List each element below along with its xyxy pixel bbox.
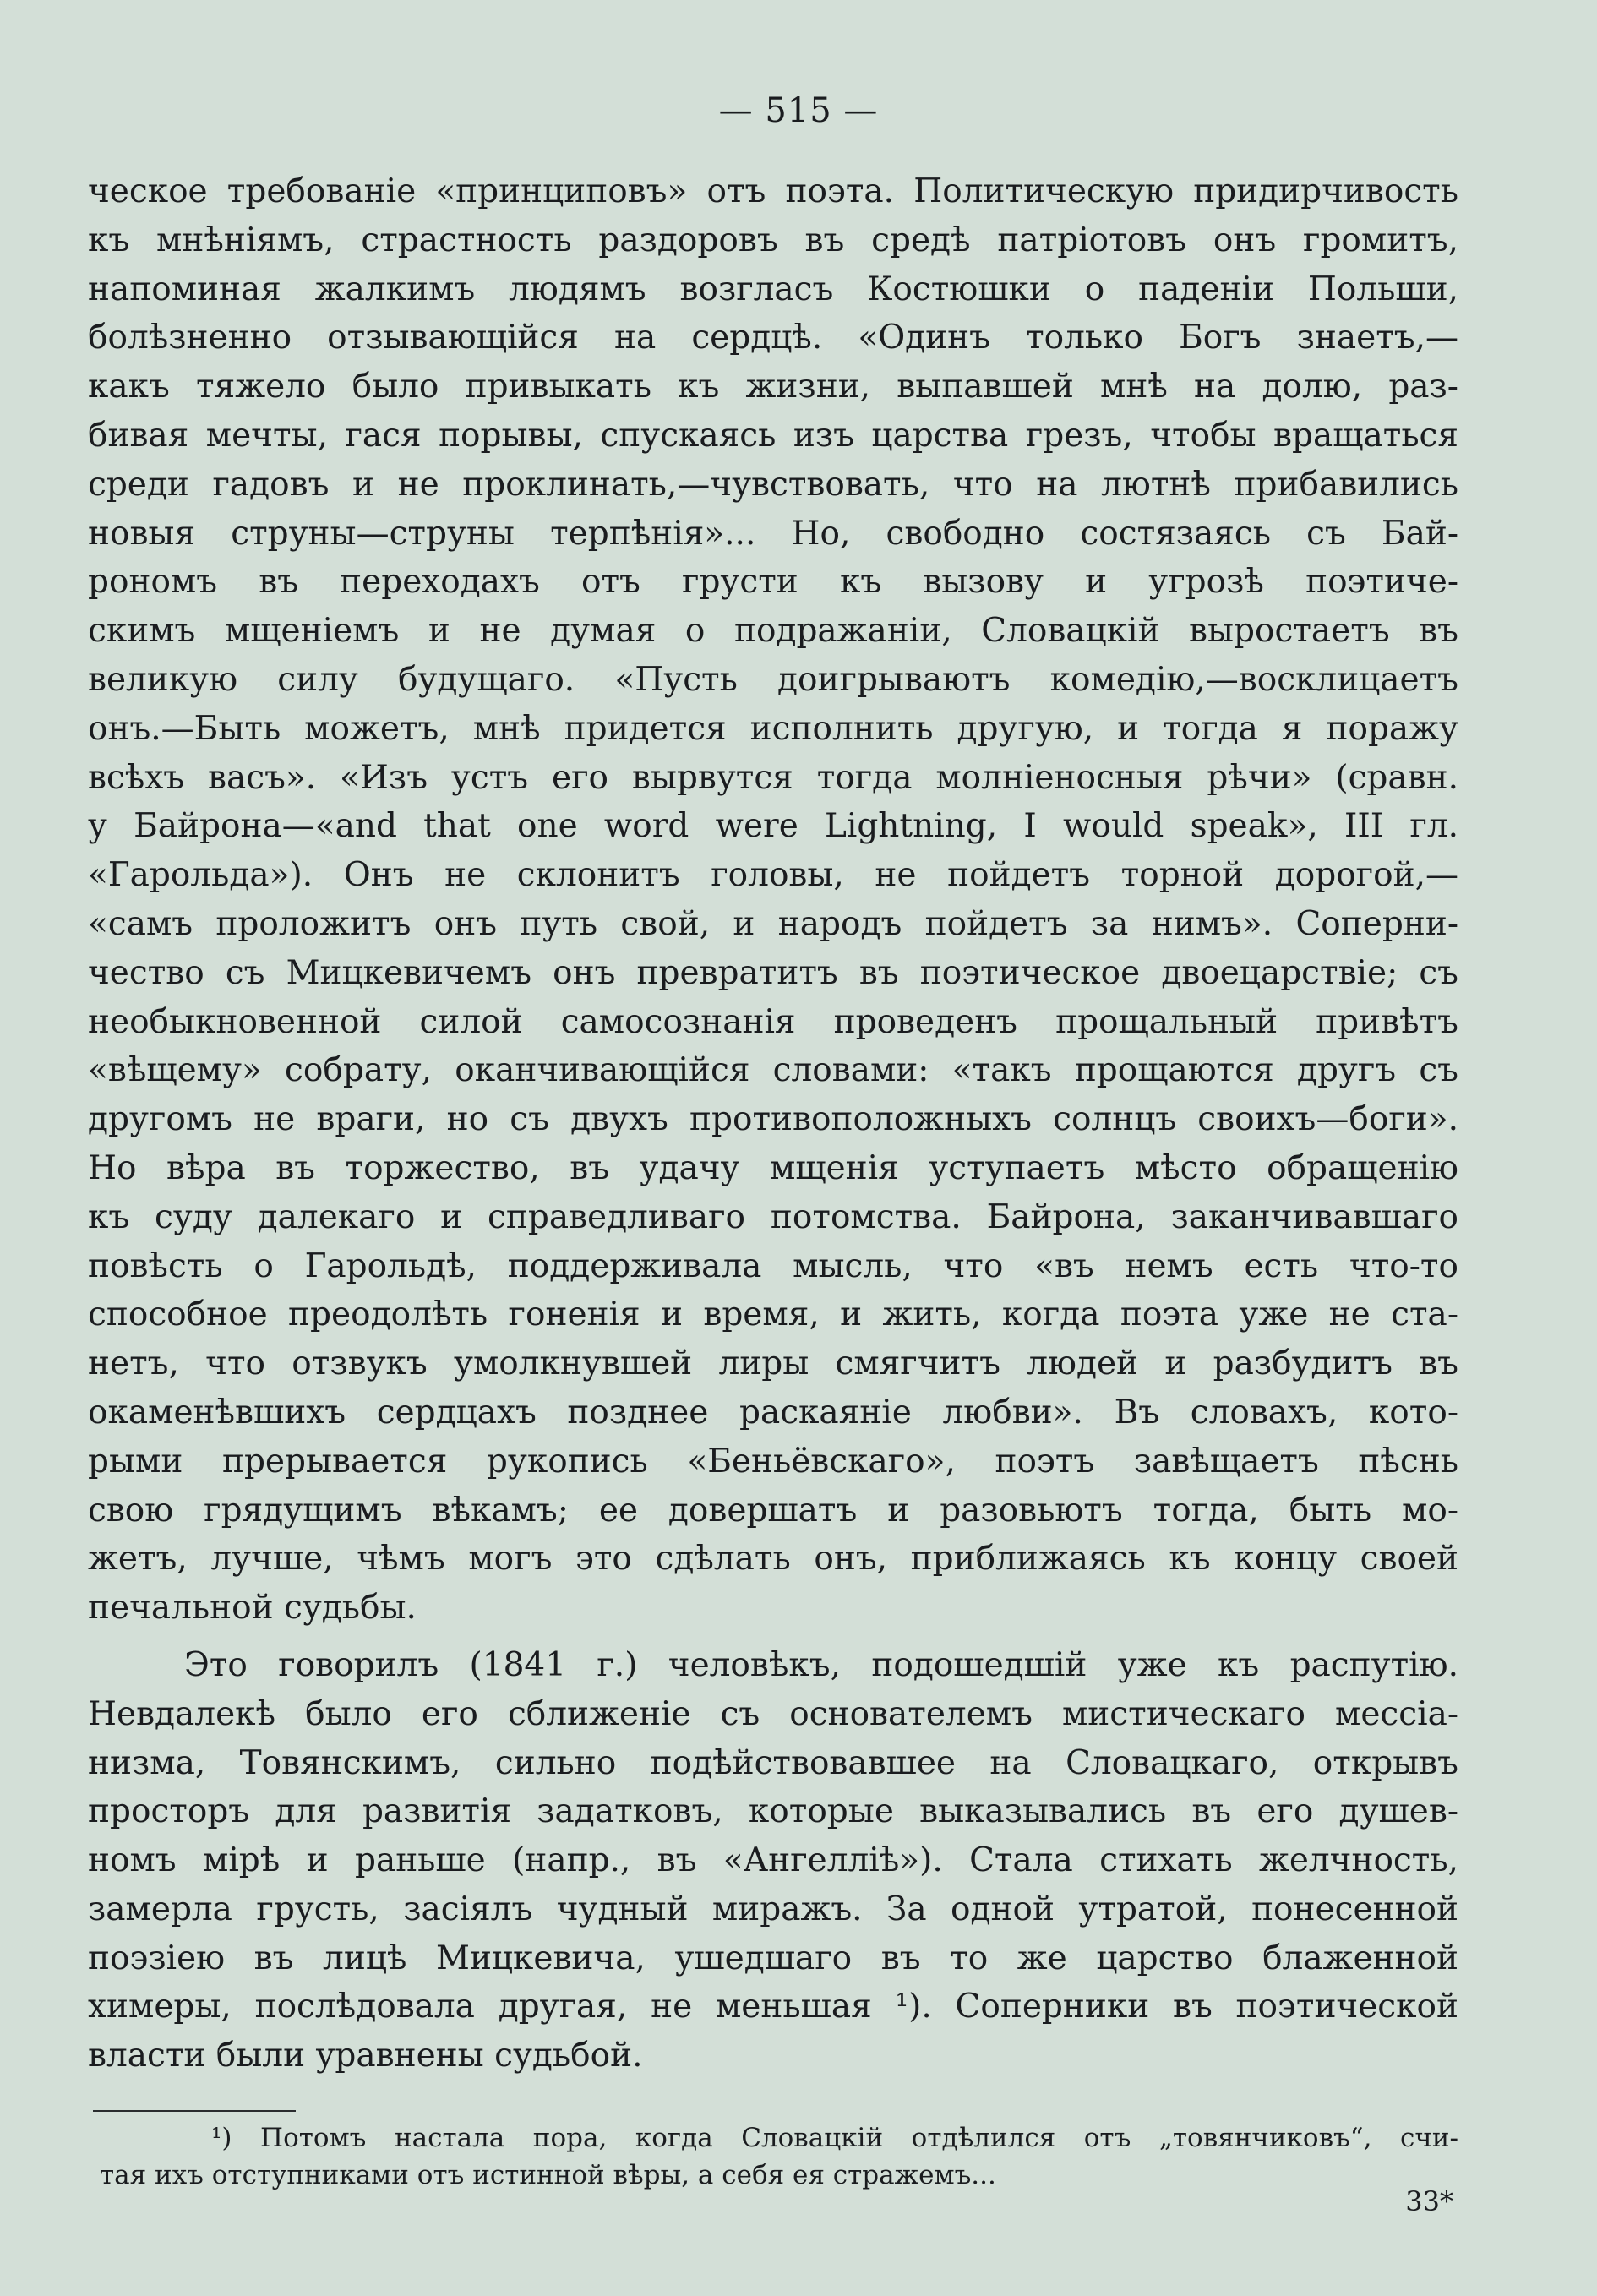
text-line: скимъ мщеніемъ и не думая о подражаніи, Словацкій выростаетъ въ xyxy=(88,612,1458,651)
text-line: новыя струны—струны терпѣнія»... Но, свободно состязаясь съ Бай- xyxy=(88,514,1458,553)
text-line: всѣхъ васъ». «Изъ устъ его вырвутся тогда молніеносныя рѣчи» (сравн. xyxy=(88,758,1458,797)
text-line: способное преодолѣть гоненія и время, и жить, когда поэта уже не ста- xyxy=(88,1295,1458,1334)
text-line: великую силу будущаго. «Пусть доигрываютъ комедію,—восклицаетъ xyxy=(88,660,1458,699)
text-line: замерла грусть, засіялъ чудный миражъ. За одной утратой, понесенной xyxy=(88,1890,1458,1928)
text-line: какъ тяжело было привыкать къ жизни, выпавшей мнѣ на долю, раз- xyxy=(88,368,1458,406)
signature-mark: 33* xyxy=(1405,2185,1453,2217)
text-line: «самъ проложитъ онъ путь свой, и народъ пойдетъ за нимъ». Соперни- xyxy=(88,904,1458,943)
text-line: «вѣщему» собрату, оканчивающійся словами: «такъ прощаются другъ съ xyxy=(88,1051,1458,1090)
text-line: печальной судьбы. xyxy=(88,1589,417,1628)
text-line: ческое требованіе «принциповъ» отъ поэта. Политическую придирчивость xyxy=(88,172,1458,210)
text-line: жетъ, лучше, чѣмъ могъ это сдѣлать онъ, приближаясь къ концу своей xyxy=(88,1540,1458,1579)
footnote-line: ¹) Потомъ настала пора, когда Словацкій отдѣлился отъ „товянчиковъ“, счи- xyxy=(211,2123,1458,2153)
text-line: химеры, послѣдовала другая, не меньшая ¹). Соперники въ поэтической xyxy=(88,1988,1458,2026)
text-line: среди гадовъ и не проклинать,—чувствовать, что на лютнѣ прибавились xyxy=(88,465,1458,504)
text-line: рыми прерывается рукопись «Беньёвскаго», поэтъ завѣщаетъ пѣснь xyxy=(88,1442,1458,1481)
text-line: необыкновенной силой самосознанія проведенъ прощальный привѣтъ xyxy=(88,1002,1458,1041)
text-line: поэзіею въ лицѣ Мицкевича, ушедшаго въ то же царство блаженной xyxy=(88,1939,1458,1977)
footnote xyxy=(100,2119,1458,2194)
text-line: рономъ въ переходахъ отъ грусти къ вызову и угрозѣ поэтиче- xyxy=(88,563,1458,602)
text-line: болѣзненно отзывающійся на сердцѣ. «Одинъ только Богъ знаетъ,— xyxy=(88,319,1458,357)
text-line: къ суду далекаго и справедливаго потомства. Байрона, заканчивавшаго xyxy=(88,1197,1458,1236)
footnote-rule xyxy=(93,2110,296,2112)
text-line: другомъ не враги, но съ двухъ противоположныхъ солнцъ своихъ—боги». xyxy=(88,1100,1458,1139)
text-line: бивая мечты, гася порывы, спускаясь изъ царства грезъ, чтобы вращаться xyxy=(88,416,1458,455)
text-line: нетъ, что отзвукъ умолкнувшей лиры смягчитъ людей и разбудитъ въ xyxy=(88,1344,1458,1383)
text-line: номъ мірѣ и раньше (напр., въ «Ангеллiѣ»). Стала стихать желчность, xyxy=(88,1841,1458,1880)
paragraph-1 xyxy=(88,167,1458,1633)
text-line: просторъ для развитія задатковъ, которые выказывались въ его душев- xyxy=(88,1792,1458,1831)
text-line: власти были уравнены судьбой. xyxy=(88,2037,643,2075)
text-line: повѣсть о Гарольдѣ, поддерживала мысль, что «въ немъ есть что-то xyxy=(88,1246,1458,1285)
text-line: Это говорилъ (1841 г.) человѣкъ, подошедшій уже къ распутію. xyxy=(184,1645,1458,1684)
text-line: Но вѣра въ торжество, въ удачу мщенія уступаетъ мѣсто обращенію xyxy=(88,1148,1458,1187)
paragraph-2 xyxy=(88,1641,1458,2081)
text-line: онъ.—Быть можетъ, мнѣ придется исполнить другую, и тогда я поражу xyxy=(88,709,1458,748)
text-line: окаменѣвшихъ сердцахъ позднее раскаяніе любви». Въ словахъ, кото- xyxy=(88,1393,1458,1432)
text-line: къ мнѣніямъ, страстность раздоровъ въ средѣ патріотовъ онъ громитъ, xyxy=(88,221,1458,259)
text-line: «Гарольда»). Онъ не склонитъ головы, не пойдетъ торной дорогой,— xyxy=(88,856,1458,895)
text-line: Невдалекѣ было его сближеніе съ основателемъ мистическаго мессіа- xyxy=(88,1694,1458,1733)
text-line: чество съ Мицкевичемъ онъ превратитъ въ поэтическое двоецарствіе; съ xyxy=(88,953,1458,992)
body-text xyxy=(88,167,1458,2081)
page-number: — 515 — xyxy=(718,91,879,130)
text-line: свою грядущимъ вѣкамъ; ее довершатъ и разовьютъ тогда, быть мо- xyxy=(88,1491,1458,1530)
text-line: у Байрона—«and that one word were Lightning, I would speak», III гл. xyxy=(88,807,1458,846)
footnote-line: тая ихъ отступниками отъ истинной вѣры, а себя ея стражемъ... xyxy=(100,2160,996,2190)
text-line: низма, Товянскимъ, сильно подѣйствовавшее на Словацкаго, открывъ xyxy=(88,1743,1458,1782)
text-line: напоминая жалкимъ людямъ возгласъ Костюшки о паденіи Польши, xyxy=(88,270,1458,308)
